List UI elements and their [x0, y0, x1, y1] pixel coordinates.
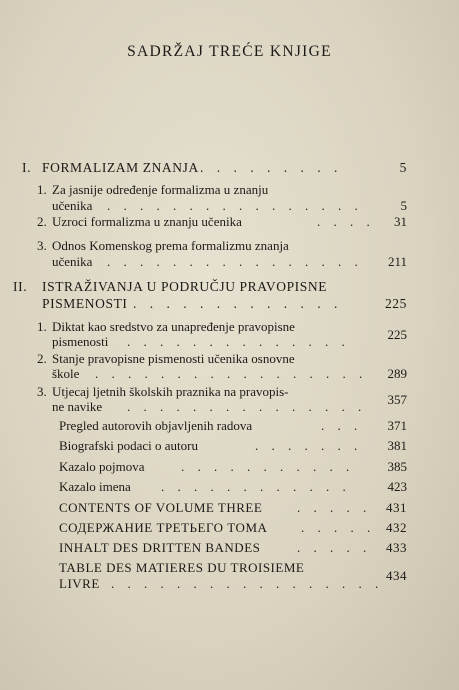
entry-title: Uzroci formalizma u znanju učenika	[52, 214, 242, 229]
page-number: 211	[387, 254, 407, 269]
page-number: 434	[386, 568, 407, 583]
leader-dots: . . . . .	[297, 500, 372, 515]
toc-entry	[37, 182, 407, 213]
entry-number: 2.	[37, 214, 47, 229]
leader-dots: . . . . .	[301, 520, 376, 535]
leader-dots: . . . . . . . . .	[200, 160, 343, 175]
entry-number: 2.	[37, 351, 47, 366]
entry-title-cont: učenika	[52, 254, 93, 269]
page-number: 31	[394, 214, 407, 229]
leader-dots: . . . . . . .	[255, 438, 363, 453]
entry-title: INHALT DES DRITTEN BANDES	[59, 540, 261, 555]
entry-title: Kazalo imena	[59, 479, 131, 494]
leader-dots: . . . . . . . . . . . . . . . . .	[111, 576, 384, 591]
entry-title-cont: škole	[52, 366, 80, 381]
part-number: I.	[22, 160, 32, 175]
page-number: 371	[387, 418, 407, 433]
page-number: 432	[386, 520, 407, 535]
toc-entry	[59, 418, 407, 433]
page-number: 385	[387, 459, 407, 474]
toc-entry	[37, 384, 407, 414]
entry-title: Diktat kao sredstvo za unapređenje pravopisne	[52, 319, 295, 334]
leader-dots: . . . . .	[297, 540, 372, 555]
leader-dots: . . . . . . . . . . .	[181, 459, 355, 474]
entry-title-cont: ne navike	[52, 399, 103, 414]
page-number: 225	[384, 296, 407, 311]
page-number: 433	[386, 540, 407, 555]
toc-entry	[59, 540, 407, 555]
leader-dots: . . . . . . . . . . . . . . . . .	[95, 366, 368, 381]
leader-dots: . . . . . . . . . . . . . .	[127, 334, 350, 349]
page-number: 357	[387, 392, 407, 407]
page-number: 423	[387, 479, 407, 494]
leader-dots: . . . . . . . . . . . . .	[133, 296, 343, 311]
toc-entry	[37, 351, 407, 381]
entry-title: Kazalo pojmova	[59, 459, 145, 474]
toc-entry	[37, 238, 407, 269]
entry-number: 1.	[37, 319, 47, 334]
toc-entry	[37, 319, 407, 349]
page-number: 5	[399, 160, 407, 175]
part-2-heading	[13, 279, 407, 311]
toc-entry	[59, 479, 407, 494]
entry-title: Utjecaj ljetnih školskih praznika na pravopis-	[52, 384, 289, 399]
page-title: SADRŽAJ TREĆE KNJIGE	[127, 43, 332, 60]
part-title-cont: PISMENOSTI	[42, 296, 128, 311]
part-title: FORMALIZAM ZNANJA	[42, 160, 199, 175]
entry-number: 1.	[37, 182, 47, 197]
entry-title: TABLE DES MATIERES DU TROISIEME	[59, 560, 305, 575]
toc-entry	[59, 438, 407, 453]
leader-dots: . . . . . . . . . . . .	[161, 479, 351, 494]
page-number: 289	[387, 366, 407, 381]
toc-entry	[59, 560, 407, 591]
page-number: 225	[387, 327, 407, 342]
page-number: 5	[400, 198, 407, 213]
part-1-heading	[22, 160, 407, 175]
part-number: II.	[13, 279, 28, 294]
entry-title: Stanje pravopisne pismenosti učenika osnovne	[52, 351, 295, 366]
entry-title: Za jasnije određenje formalizma u znanju	[52, 182, 269, 197]
leader-dots: . . . .	[317, 214, 375, 229]
entry-title: СОДЕРЖАНИЕ ТРЕТЬЕГО ТОМА	[59, 520, 268, 535]
entry-title: CONTENTS OF VOLUME THREE	[59, 500, 263, 515]
leader-dots: . . . . . . . . . . . . . . . .	[107, 198, 363, 213]
toc-entry	[59, 459, 407, 474]
toc-entry	[37, 214, 407, 229]
entry-title-cont: LIVRE	[59, 576, 100, 591]
entry-title: Odnos Komenskog prema formalizmu znanja	[52, 238, 289, 253]
leader-dots: . . .	[321, 418, 363, 433]
entry-number: 3.	[37, 238, 47, 253]
entry-title-cont: učenika	[52, 198, 93, 213]
entry-title: Pregled autorovih objavljenih radova	[59, 418, 253, 433]
entry-title: Biografski podaci o autoru	[59, 438, 198, 453]
toc-entry	[59, 520, 407, 535]
entry-title-cont: pismenosti	[52, 334, 109, 349]
toc-entry	[59, 500, 407, 515]
leader-dots: . . . . . . . . . . . . . . .	[127, 399, 367, 414]
page-number: 431	[386, 500, 407, 515]
leader-dots: . . . . . . . . . . . . . . . .	[107, 254, 363, 269]
part-title: ISTRAŽIVANJA U PODRUČJU PRAVOPISNE	[42, 279, 328, 294]
page-number: 381	[387, 438, 407, 453]
entry-number: 3.	[37, 384, 47, 399]
